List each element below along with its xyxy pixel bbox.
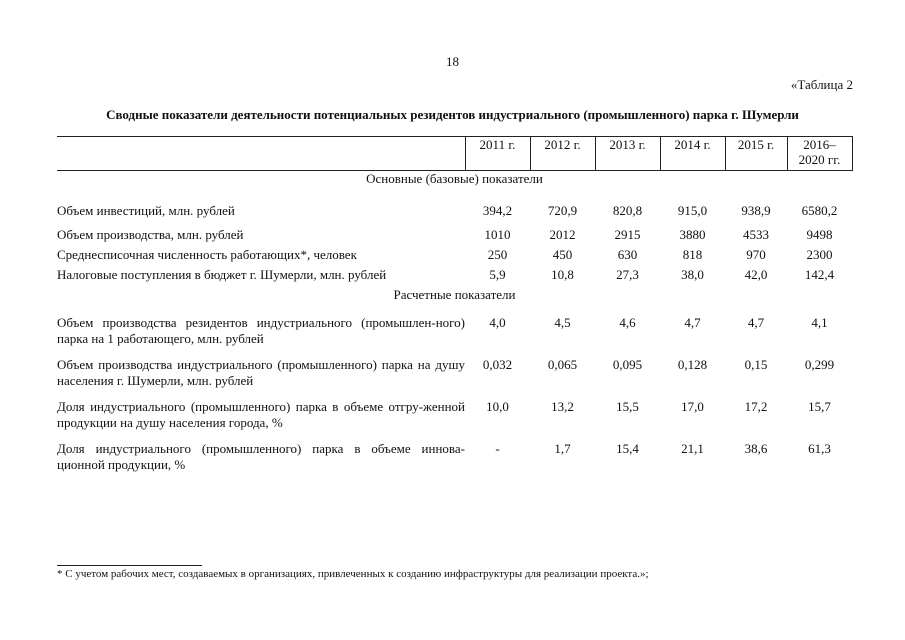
- table-cell: 4,1: [811, 315, 828, 330]
- table-row: [57, 227, 852, 247]
- table-cell: 720,9: [547, 203, 578, 218]
- table-row: [57, 267, 852, 287]
- table-row: [57, 357, 852, 399]
- table-cell: 42,0: [744, 267, 768, 282]
- column-header: 2013 г.: [595, 137, 660, 171]
- row-label: Объем производства резидентов индустриального (промышлен-ного) парка на 1 работающего, млн. рублей: [57, 315, 465, 346]
- table-cell: 10,8: [551, 267, 574, 282]
- page-number: 18: [446, 54, 459, 69]
- table-cell: 4533: [743, 227, 769, 242]
- table-row: [57, 203, 852, 227]
- table-cell: -: [495, 441, 500, 456]
- table-cell: 1,7: [554, 441, 571, 456]
- table-cell: 38,6: [744, 441, 768, 456]
- table-cell: 15,7: [808, 399, 831, 414]
- column-header: 2016– 2020 гг.: [787, 137, 852, 171]
- row-label: Объем инвестиций, млн. рублей: [57, 203, 235, 218]
- header-label-cell: [57, 137, 465, 171]
- table-cell: 15,4: [616, 441, 639, 456]
- footnote: * С учетом рабочих мест, создаваемых в организациях, привлеченных к созданию инфраструктуры для реализации проекта.»;: [57, 568, 649, 580]
- table-cell: 5,9: [489, 267, 506, 282]
- table-cell: 818: [682, 247, 703, 262]
- table-row: [57, 441, 852, 483]
- section-header-row: [57, 171, 852, 204]
- table-cell: 0,299: [804, 357, 835, 372]
- table-cell: 630: [617, 247, 638, 262]
- table-cell: 4,7: [684, 315, 701, 330]
- table-row: [57, 247, 852, 267]
- table-cell: 938,9: [741, 203, 771, 218]
- table-cell: 61,3: [808, 441, 831, 456]
- table-cell: 4,5: [554, 315, 571, 330]
- table-cell: 0,095: [612, 357, 643, 372]
- table-cell: 142,4: [804, 267, 835, 282]
- row-label: Доля индустриального (промышленного) парка в объеме иннова-ционной продукции, %: [57, 441, 465, 472]
- table-cell: 450: [552, 247, 573, 262]
- table-cell: 394,2: [482, 203, 513, 218]
- table-cell: 970: [746, 247, 766, 262]
- table-title: Сводные показатели деятельности потенциальных резидентов индустриального (промышленного) парка г. Шумерли: [106, 107, 799, 122]
- table-cell: 13,2: [551, 399, 574, 414]
- indicators-table: [57, 136, 853, 483]
- table-cell: 9498: [806, 227, 833, 242]
- column-header: 2015 г.: [725, 137, 787, 171]
- table-cell: 0,065: [547, 357, 578, 372]
- table-cell: 4,6: [619, 315, 636, 330]
- row-label: Объем производства, млн. рублей: [57, 227, 244, 242]
- table-cell: 2915: [614, 227, 641, 242]
- table-row: [57, 315, 852, 357]
- table-cell: 1010: [484, 227, 511, 242]
- column-header: 2014 г.: [660, 137, 725, 171]
- table-cell: 820,8: [612, 203, 643, 218]
- table-cell: 15,5: [616, 399, 639, 414]
- section-title: Основные (базовые) показатели: [366, 171, 543, 186]
- table-row: [57, 399, 852, 441]
- table-cell: 17,0: [681, 399, 704, 414]
- table-number-label: «Таблица 2: [790, 77, 853, 92]
- table-cell: 915,0: [677, 203, 708, 218]
- table-cell: 0,128: [677, 357, 708, 372]
- table-cell: 3880: [679, 227, 706, 242]
- table-cell: 0,032: [482, 357, 513, 372]
- row-label: Доля индустриального (промышленного) парка в объеме отгру-женной продукции на душу населения города, %: [57, 399, 465, 430]
- table-cell: 27,3: [616, 267, 639, 282]
- footnote-divider: [57, 565, 202, 566]
- table-header-row: [57, 137, 852, 171]
- table-cell: 250: [487, 247, 508, 262]
- column-header: 2011 г.: [465, 137, 530, 171]
- table-cell: 2300: [806, 247, 833, 262]
- table-cell: 38,0: [681, 267, 704, 282]
- column-header: 2012 г.: [530, 137, 595, 171]
- row-label: Налоговые поступления в бюджет г. Шумерли, млн. рублей: [57, 267, 387, 282]
- table-cell: 10,0: [486, 399, 509, 414]
- table-cell: 2012: [549, 227, 576, 242]
- table-cell: 21,1: [681, 441, 704, 456]
- section-title: Расчетные показатели: [393, 287, 516, 302]
- section-header-row: [57, 287, 852, 315]
- table-cell: 6580,2: [801, 203, 838, 218]
- row-label: Объем производства индустриального (промышленного) парка на душу населения г. Шумерли, млн. рублей: [57, 357, 465, 388]
- table-cell: 4,0: [489, 315, 506, 330]
- table-cell: 0,15: [744, 357, 768, 372]
- table-cell: 4,7: [747, 315, 765, 330]
- table-cell: 17,2: [744, 399, 768, 414]
- row-label: Среднесписочная численность работающих*, человек: [57, 247, 357, 262]
